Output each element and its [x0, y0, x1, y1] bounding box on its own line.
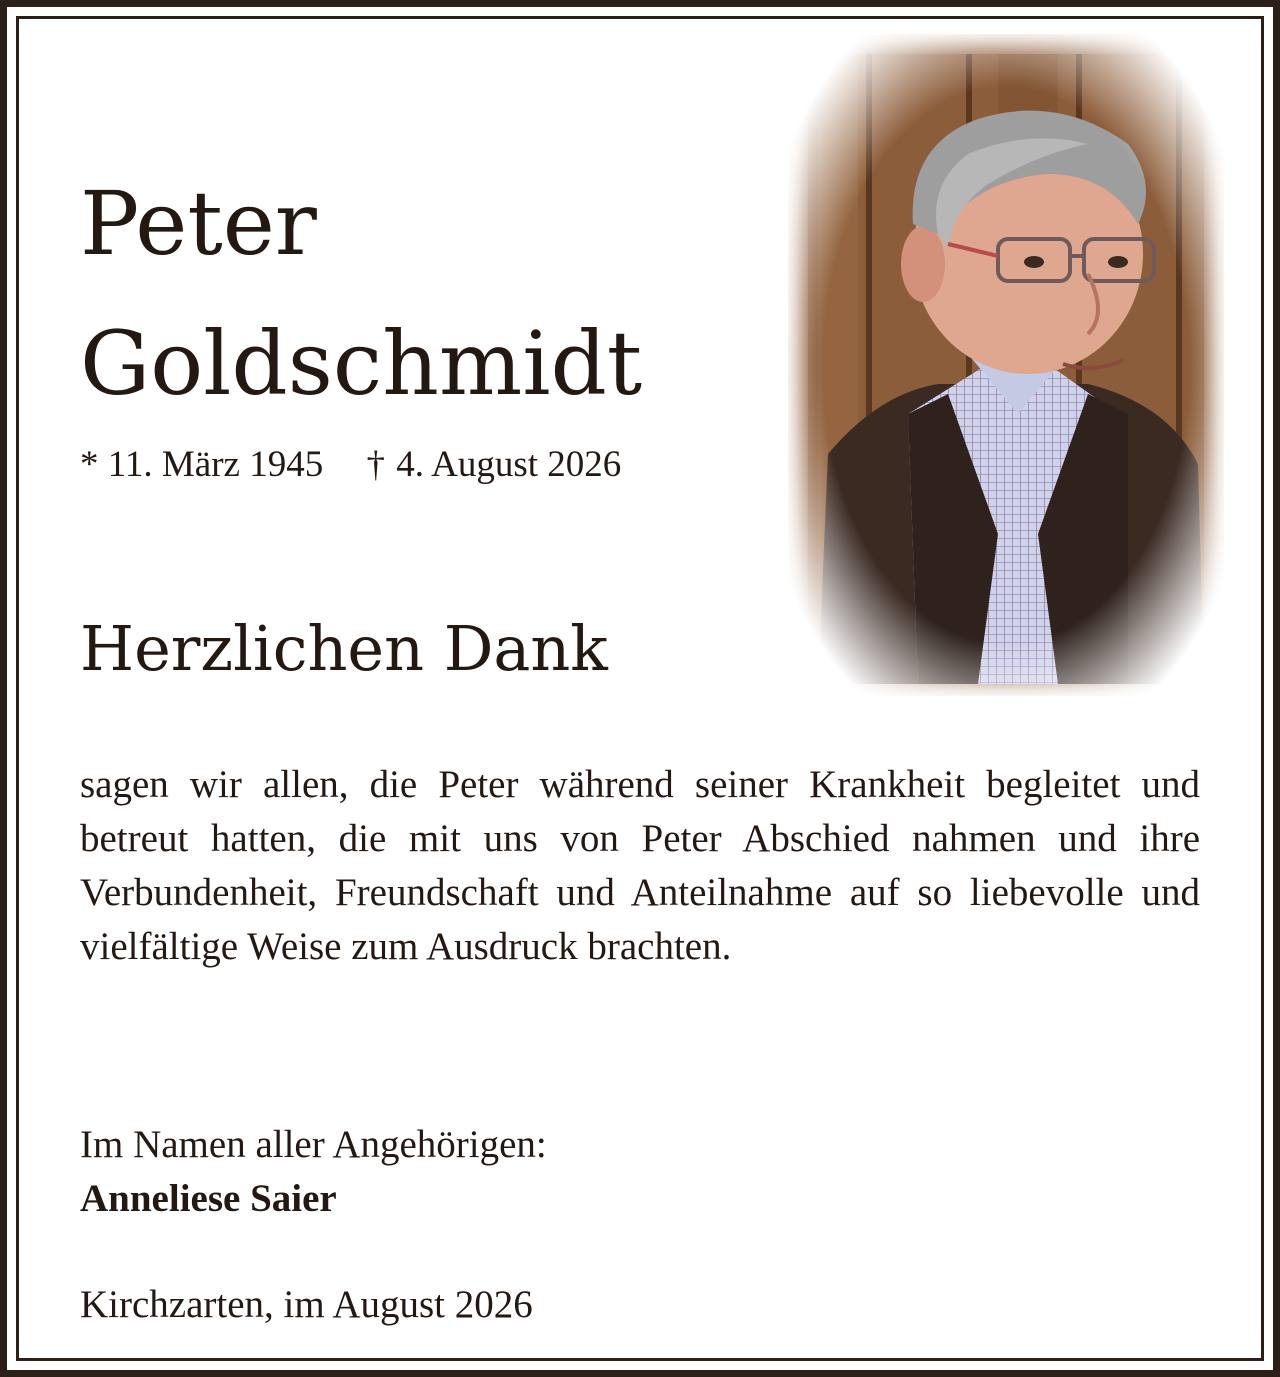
closing-block — [80, 1118, 547, 1226]
death-date-group — [366, 444, 621, 485]
life-dates — [80, 446, 621, 483]
deceased-last-name: Goldschmidt — [80, 312, 643, 415]
birth-date: * 11. März 1945 — [80, 444, 324, 485]
thanks-heading: Herzlichen Dank — [80, 612, 608, 685]
portrait-photo — [788, 34, 1224, 696]
death-date: 4. August 2026 — [396, 444, 622, 485]
closing-line: Im Namen aller Angehörigen: — [80, 1123, 547, 1166]
signer-name: Anneliese Saier — [80, 1177, 337, 1220]
place-and-date: Kirchzarten, im August 2026 — [80, 1283, 533, 1326]
thanks-paragraph: sagen wir allen, die Peter während seiner Krankheit begleitet und betreut hatten, die mit uns von Peter Abschied nahmen und ihre Verbundenheit, Freundschaft und Anteilnahme auf so liebevolle und vielfältige Weise zum Ausdruck brachten. — [80, 763, 1200, 968]
deceased-first-name: Peter — [80, 172, 317, 275]
dagger-icon: † — [366, 444, 385, 485]
